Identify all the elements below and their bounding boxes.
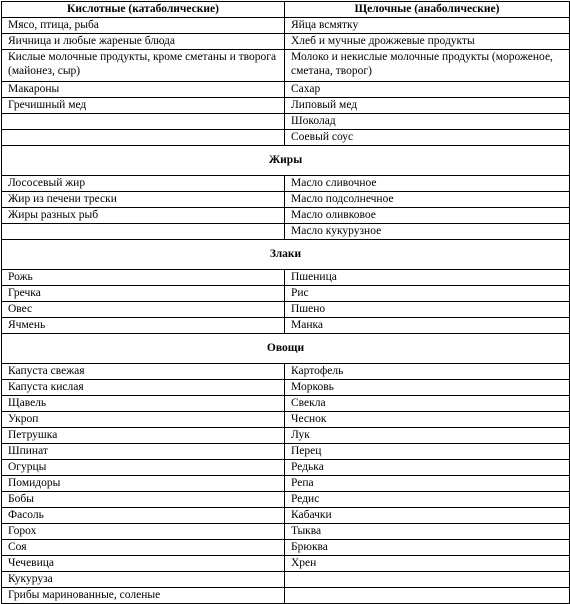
alkaline-food-cell: Кабачки <box>285 508 570 524</box>
alkaline-food-cell: Лук <box>285 428 570 444</box>
acidic-food-cell: Гречишный мед <box>2 98 285 114</box>
table-row <box>2 50 570 82</box>
table-row <box>2 82 570 98</box>
table-row <box>2 270 570 286</box>
acidic-food-cell: Грибы маринованные, соленые <box>2 588 285 604</box>
table-row <box>2 380 570 396</box>
acidic-food-cell: Кислые молочные продукты, кроме сметаны и творога (майонез, сыр) <box>2 50 285 82</box>
alkaline-food-cell: Морковь <box>285 380 570 396</box>
table-row <box>2 130 570 146</box>
alkaline-food-cell: Сахар <box>285 82 570 98</box>
alkaline-food-cell: Молоко и некислые молочные продукты (мороженое, сметана, творог) <box>285 50 570 82</box>
table-row <box>2 508 570 524</box>
table-row <box>2 18 570 34</box>
section-title: Жиры <box>2 146 570 176</box>
acidic-food-cell: Овес <box>2 302 285 318</box>
alkaline-food-cell: Перец <box>285 444 570 460</box>
table-row <box>2 476 570 492</box>
alkaline-food-cell: Липовый мед <box>285 98 570 114</box>
acidic-food-cell: Лососевый жир <box>2 176 285 192</box>
alkaline-food-cell: Брюква <box>285 540 570 556</box>
acidic-food-cell <box>2 224 285 240</box>
alkaline-food-cell: Хлеб и мучные дрожжевые продукты <box>285 34 570 50</box>
acidic-food-cell: Ячмень <box>2 318 285 334</box>
acidic-food-cell: Чечевица <box>2 556 285 572</box>
acidic-food-cell: Жир из печени трески <box>2 192 285 208</box>
header-row <box>2 2 570 18</box>
acidic-food-cell: Яичница и любые жареные блюда <box>2 34 285 50</box>
acidic-food-cell: Капуста кислая <box>2 380 285 396</box>
table-row <box>2 286 570 302</box>
table-row <box>2 412 570 428</box>
acidic-food-cell: Горох <box>2 524 285 540</box>
table-body <box>2 18 570 604</box>
acidic-food-cell: Укроп <box>2 412 285 428</box>
alkaline-food-cell: Соевый соус <box>285 130 570 146</box>
alkaline-food-cell: Свекла <box>285 396 570 412</box>
section-title: Злаки <box>2 240 570 270</box>
table-row <box>2 460 570 476</box>
alkaline-food-cell: Масло оливковое <box>285 208 570 224</box>
acidic-food-cell: Жиры разных рыб <box>2 208 285 224</box>
acidic-food-cell: Бобы <box>2 492 285 508</box>
acidic-food-cell: Огурцы <box>2 460 285 476</box>
acidic-food-cell: Капуста свежая <box>2 364 285 380</box>
acidic-food-cell: Помидоры <box>2 476 285 492</box>
acidic-food-cell: Щавель <box>2 396 285 412</box>
acidic-food-cell: Петрушка <box>2 428 285 444</box>
alkaline-food-cell: Чеснок <box>285 412 570 428</box>
table-row <box>2 428 570 444</box>
table-row <box>2 208 570 224</box>
table-row <box>2 114 570 130</box>
alkaline-food-cell <box>285 588 570 604</box>
section-header-row <box>2 146 570 176</box>
acidic-food-cell: Кукуруза <box>2 572 285 588</box>
alkaline-food-cell: Рис <box>285 286 570 302</box>
alkaline-food-cell: Картофель <box>285 364 570 380</box>
alkaline-food-cell: Манка <box>285 318 570 334</box>
header-acidic: Кислотные (катаболические) <box>2 2 285 18</box>
table-row <box>2 98 570 114</box>
alkaline-food-cell: Пшено <box>285 302 570 318</box>
table-row <box>2 588 570 604</box>
table-row <box>2 224 570 240</box>
table-row <box>2 492 570 508</box>
table-row <box>2 444 570 460</box>
table-row <box>2 572 570 588</box>
acidic-food-cell: Макароны <box>2 82 285 98</box>
alkaline-food-cell: Масло сливочное <box>285 176 570 192</box>
acidic-food-cell: Рожь <box>2 270 285 286</box>
section-title: Овощи <box>2 334 570 364</box>
alkaline-food-cell: Шоколад <box>285 114 570 130</box>
table-row <box>2 34 570 50</box>
alkaline-food-cell: Редис <box>285 492 570 508</box>
acidic-food-cell: Гречка <box>2 286 285 302</box>
header-alkaline: Щелочные (анаболические) <box>285 2 570 18</box>
alkaline-food-cell: Хрен <box>285 556 570 572</box>
alkaline-food-cell <box>285 572 570 588</box>
acidic-food-cell: Соя <box>2 540 285 556</box>
table-row <box>2 364 570 380</box>
alkaline-food-cell: Редька <box>285 460 570 476</box>
food-classification-table <box>1 1 570 604</box>
table-row <box>2 192 570 208</box>
section-header-row <box>2 334 570 364</box>
alkaline-food-cell: Масло подсолнечное <box>285 192 570 208</box>
table-row <box>2 396 570 412</box>
acidic-food-cell <box>2 114 285 130</box>
table-row <box>2 176 570 192</box>
acidic-food-cell: Шпинат <box>2 444 285 460</box>
alkaline-food-cell: Пшеница <box>285 270 570 286</box>
table-row <box>2 302 570 318</box>
alkaline-food-cell: Репа <box>285 476 570 492</box>
alkaline-food-cell: Масло кукурузное <box>285 224 570 240</box>
acidic-food-cell: Мясо, птица, рыба <box>2 18 285 34</box>
table-row <box>2 524 570 540</box>
table-row <box>2 540 570 556</box>
acidic-food-cell <box>2 130 285 146</box>
table-row <box>2 318 570 334</box>
table-row <box>2 556 570 572</box>
acidic-food-cell: Фасоль <box>2 508 285 524</box>
section-header-row <box>2 240 570 270</box>
alkaline-food-cell: Тыква <box>285 524 570 540</box>
alkaline-food-cell: Яйца всмятку <box>285 18 570 34</box>
